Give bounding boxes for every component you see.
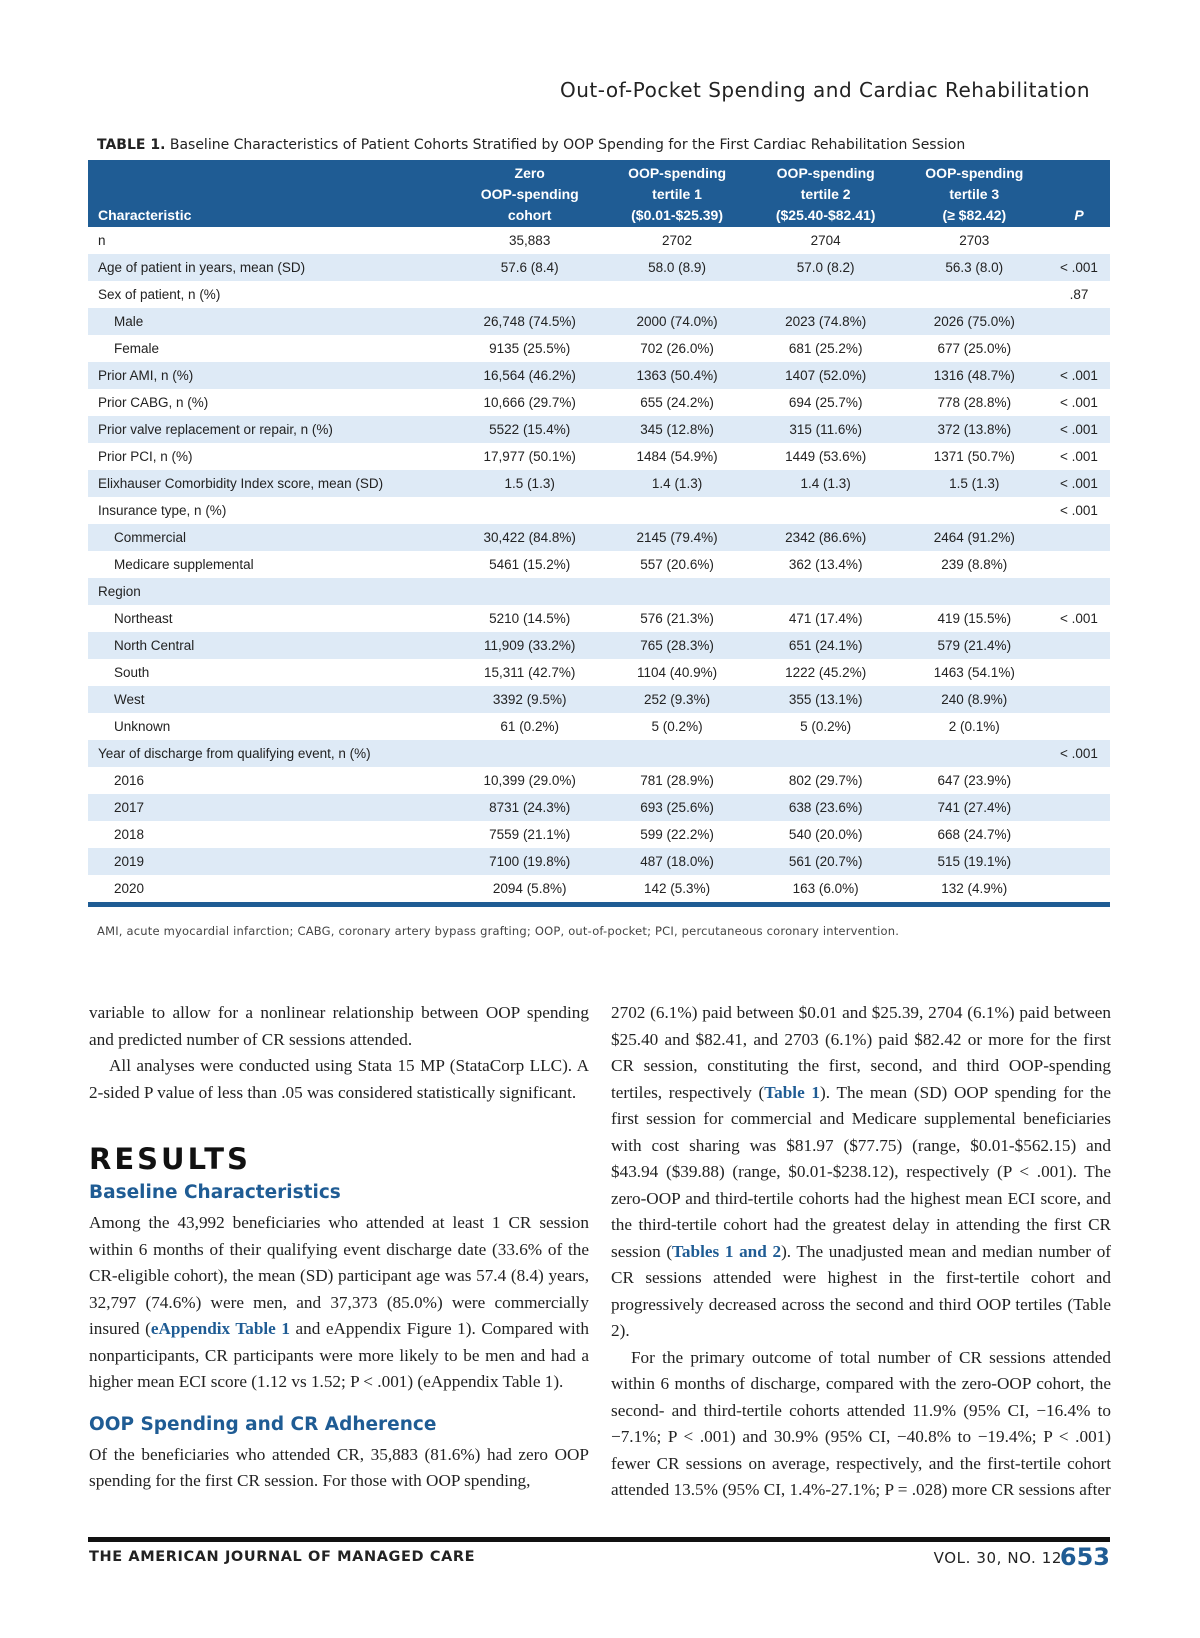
cell-p: < .001	[1060, 395, 1098, 411]
table-header-row	[88, 160, 1110, 227]
left-column	[89, 1000, 589, 1495]
table-row	[88, 605, 1110, 632]
cell-zero: 5461 (15.2%)	[489, 557, 571, 573]
cell-t1: 1363 (50.4%)	[603, 362, 750, 389]
header-zero-cohort: Zero OOP-spending cohort	[456, 160, 603, 227]
cell-zero: 2094 (5.8%)	[456, 875, 603, 905]
row-label: 2017	[88, 794, 456, 821]
cell-t3: 677 (25.0%)	[937, 341, 1012, 357]
table-row	[88, 740, 1110, 767]
cell-t2: 2342 (86.6%)	[751, 524, 901, 551]
cell-zero: 26,748 (74.5%)	[456, 308, 603, 335]
cell-t3	[901, 578, 1048, 605]
table-row	[88, 821, 1110, 848]
cell-t3: 2464 (91.2%)	[901, 524, 1048, 551]
cell-p: .87	[1069, 287, 1089, 303]
table-row	[88, 227, 1110, 254]
table-row	[88, 497, 1110, 524]
cell-zero: 5522 (15.4%)	[456, 416, 603, 443]
cell-t1: 2145 (79.4%)	[603, 524, 750, 551]
cell-t3: 647 (23.9%)	[937, 773, 1012, 789]
table-row	[88, 470, 1110, 497]
row-label: North Central	[88, 632, 456, 659]
row-label: Age of patient in years, mean (SD)	[88, 254, 456, 281]
cell-t1	[603, 281, 750, 308]
cell-t3: 741 (27.4%)	[901, 794, 1048, 821]
table-row	[88, 767, 1110, 794]
cell-t3: 579 (21.4%)	[901, 632, 1048, 659]
cell-t2	[751, 497, 901, 524]
row-label: Sex of patient, n (%)	[98, 287, 221, 303]
cell-p	[1048, 767, 1110, 794]
cell-t1: 693 (25.6%)	[603, 794, 750, 821]
row-label: 2019	[88, 848, 456, 875]
cell-t2: 540 (20.0%)	[788, 827, 863, 843]
paragraph: variable to allow for a nonlinear relationship between OOP spending and predicted number of CR sessions attended.	[89, 1003, 589, 1049]
cell-zero	[456, 497, 603, 524]
cell-zero: 57.6 (8.4)	[456, 254, 603, 281]
header-tertile-3: OOP-spending tertile 3 (≥ $82.42)	[901, 160, 1048, 227]
header-p-value: P	[1048, 160, 1110, 227]
cell-t2: 163 (6.0%)	[751, 875, 901, 905]
cell-p	[1048, 632, 1110, 659]
row-label: Region	[88, 578, 456, 605]
cell-t2	[751, 281, 901, 308]
cell-p	[1048, 227, 1110, 254]
cell-t2: 2023 (74.8%)	[751, 308, 901, 335]
cell-t1: 487 (18.0%)	[603, 848, 750, 875]
row-label: 2020	[88, 875, 456, 905]
row-label: Female	[114, 341, 160, 357]
row-label: West	[88, 686, 456, 713]
cell-p	[1048, 875, 1110, 905]
subhead-baseline-characteristics: Baseline Characteristics	[89, 1182, 341, 1203]
row-label: Elixhauser Comorbidity Index score, mean (SD)	[88, 470, 456, 497]
table-row	[88, 281, 1110, 308]
cell-t3: 2026 (75.0%)	[901, 308, 1048, 335]
paragraph: 2702 (6.1%) paid between $0.01 and $25.39, 2704 (6.1%) paid between $25.40 and $82.41, and 2703 (6.1%) paid $82.42 or more for the first CR session, constituting the first, second, and third OOP-spending tertiles, respectively (Table 1). The mean (SD) OOP spending for the first session for commercial and Medicare supplemental beneficiaries with cost sharing was $81.97 ($77.75) (range, $0.01-$562.15) and $43.94 ($39.88) (range, $0.01-$238.12), respectively (P < .001). The zero-OOP and third-tertile cohorts had the highest mean ECI score, and the third-tertile cohort had the greatest delay in attending the first CR session (Tables 1 and 2). The unadjusted mean and median number of CR sessions attended were highest in the first-tertile cohort and progressively decreased across the second and third OOP tertiles (Table 2).	[611, 1003, 1112, 1340]
row-label: Prior CABG, n (%)	[98, 395, 209, 411]
table-row	[88, 524, 1110, 551]
cell-t2: 5 (0.2%)	[800, 719, 852, 735]
cell-t1: 2000 (74.0%)	[603, 308, 750, 335]
cell-t1: 1.4 (1.3)	[603, 470, 750, 497]
cell-t1	[603, 740, 750, 767]
cell-t2: 2704	[810, 233, 841, 249]
table-body	[88, 227, 1110, 905]
cell-t2: 57.0 (8.2)	[751, 254, 901, 281]
cell-p	[1048, 686, 1110, 713]
cell-t1: 252 (9.3%)	[603, 686, 750, 713]
cell-zero: 9135 (25.5%)	[489, 341, 571, 357]
paragraph: All analyses were conducted using Stata 15 MP (StataCorp LLC). A 2-sided P value of less than .05 was considered statistically significant.	[89, 1056, 589, 1102]
row-label: Insurance type, n (%)	[98, 503, 227, 519]
cell-p: < .001	[1048, 470, 1110, 497]
table-row	[88, 362, 1110, 389]
table-footnote: AMI, acute myocardial infarction; CABG, coronary artery bypass grafting; OOP, out-of-pocket; PCI, percutaneous coronary intervention.	[97, 924, 900, 938]
tables-1-and-2-link[interactable]: Tables 1 and 2	[672, 1241, 782, 1261]
cell-p: < .001	[1060, 449, 1098, 465]
cell-zero: 61 (0.2%)	[500, 719, 559, 735]
cell-p: < .001	[1048, 254, 1110, 281]
table-caption	[97, 137, 965, 153]
footer-rule	[88, 1537, 1110, 1542]
cell-p: < .001	[1048, 416, 1110, 443]
cell-t3: 2703	[959, 233, 990, 249]
cell-t2: 1.4 (1.3)	[751, 470, 901, 497]
table-row	[88, 875, 1110, 905]
cell-p	[1048, 308, 1110, 335]
table-1-link[interactable]: Table 1	[764, 1082, 821, 1102]
cell-t3: 515 (19.1%)	[901, 848, 1048, 875]
row-label: Male	[88, 308, 456, 335]
cell-t1: 702 (26.0%)	[640, 341, 714, 357]
page-number: 653	[1059, 1543, 1110, 1571]
baseline-characteristics-table	[88, 160, 1110, 907]
cell-zero: 7100 (19.8%)	[456, 848, 603, 875]
cell-t3: 1.5 (1.3)	[901, 470, 1048, 497]
cell-t2: 638 (23.6%)	[751, 794, 901, 821]
cell-t2: 315 (11.6%)	[751, 416, 901, 443]
cell-t1: 765 (28.3%)	[603, 632, 750, 659]
table-row	[88, 416, 1110, 443]
cell-t3: 132 (4.9%)	[901, 875, 1048, 905]
cell-t3: 372 (13.8%)	[901, 416, 1048, 443]
row-label: 2018	[114, 827, 145, 843]
cell-t1	[603, 578, 750, 605]
cell-t1: 5 (0.2%)	[651, 719, 703, 735]
cell-t1: 345 (12.8%)	[603, 416, 750, 443]
cell-t1: 655 (24.2%)	[640, 395, 714, 411]
cell-zero	[456, 740, 603, 767]
table-row	[88, 335, 1110, 362]
cell-zero: 17,977 (50.1%)	[483, 449, 576, 465]
cell-t2: 471 (17.4%)	[788, 611, 863, 627]
row-label: Prior AMI, n (%)	[88, 362, 456, 389]
cell-zero: 5210 (14.5%)	[489, 611, 571, 627]
cell-t1	[603, 497, 750, 524]
cell-t2: 1222 (45.2%)	[785, 665, 867, 681]
cell-t2: 651 (24.1%)	[751, 632, 901, 659]
eappendix-table-1-link[interactable]: eAppendix Table 1	[150, 1319, 290, 1338]
cell-zero: 1.5 (1.3)	[456, 470, 603, 497]
cell-p: < .001	[1060, 503, 1098, 519]
cell-zero: 15,311 (42.7%)	[484, 665, 576, 681]
cell-t3: 778 (28.8%)	[937, 395, 1012, 411]
volume-issue: VOL. 30, NO. 12	[933, 1549, 1062, 1567]
table-row	[88, 551, 1110, 578]
cell-t2: 561 (20.7%)	[751, 848, 901, 875]
cell-t3: 668 (24.7%)	[937, 827, 1012, 843]
cell-t1: 2702	[662, 233, 693, 249]
table-row	[88, 794, 1110, 821]
row-label: Prior valve replacement or repair, n (%)	[88, 416, 456, 443]
cell-p	[1048, 524, 1110, 551]
row-label: Unknown	[114, 719, 171, 735]
cell-p: < .001	[1048, 362, 1110, 389]
paragraph: Among the 43,992 beneficiaries who attended at least 1 CR session within 6 months of their qualifying event discharge date (33.6% of the CR-eligible cohort), the mean (SD) participant age was 57.4 (8.4) years, 32,797 (74.6%) were men, and 37,373 (85.0%) were commercially insured (eAppendix Table 1 and eAppendix Figure 1). Compared with nonparticipants, CR participants were more likely to be men and had a higher mean ECI score (1.12 vs 1.52; P < .001) (eAppendix Table 1).	[89, 1213, 590, 1391]
table-row	[88, 659, 1110, 686]
cell-t1: 557 (20.6%)	[640, 557, 714, 573]
cell-t3	[901, 281, 1048, 308]
cell-p: < .001	[1048, 740, 1110, 767]
cell-zero: 7559 (21.1%)	[489, 827, 571, 843]
cell-t3: 1316 (48.7%)	[901, 362, 1048, 389]
row-label: Medicare supplemental	[114, 557, 254, 573]
cell-t3: 419 (15.5%)	[937, 611, 1012, 627]
paragraph: Of the beneficiaries who attended CR, 35,883 (81.6%) had zero OOP spending for the first CR session. For those with OOP spending,	[89, 1444, 589, 1490]
cell-p	[1048, 848, 1110, 875]
journal-name: THE AMERICAN JOURNAL OF MANAGED CARE	[89, 1549, 476, 1565]
cell-zero: 10,399 (29.0%)	[483, 773, 576, 789]
subhead-oop-spending-cr-adherence: OOP Spending and CR Adherence	[89, 1413, 437, 1435]
row-label: Northeast	[114, 611, 173, 627]
cell-p	[1048, 659, 1110, 686]
cell-t3: 56.3 (8.0)	[901, 254, 1048, 281]
cell-p	[1048, 335, 1110, 362]
results-heading: RESULTS	[89, 1142, 251, 1176]
cell-p	[1048, 821, 1110, 848]
table-row	[88, 254, 1110, 281]
right-column	[611, 1000, 1111, 1504]
header-characteristic: Characteristic	[88, 160, 456, 227]
table-row	[88, 389, 1110, 416]
header-tertile-2: OOP-spending tertile 2 ($25.40-$82.41)	[751, 160, 901, 227]
table-row	[88, 578, 1110, 605]
row-label: 2016	[114, 773, 145, 789]
cell-t2: 1407 (52.0%)	[751, 362, 901, 389]
table-caption-text: Baseline Characteristics of Patient Cohorts Stratified by OOP Spending for the First Cardiac Rehabilitation Session	[169, 137, 966, 153]
table-row	[88, 848, 1110, 875]
cell-t3	[901, 497, 1048, 524]
table-row	[88, 713, 1110, 740]
cell-zero: 16,564 (46.2%)	[456, 362, 603, 389]
cell-t2: 681 (25.2%)	[788, 341, 863, 357]
table-label: TABLE 1.	[97, 137, 166, 153]
cell-t2	[751, 578, 901, 605]
table-row	[88, 308, 1110, 335]
cell-t2: 802 (29.7%)	[788, 773, 863, 789]
cell-t3: 240 (8.9%)	[901, 686, 1048, 713]
cell-t2: 694 (25.7%)	[788, 395, 863, 411]
cell-t1: 58.0 (8.9)	[603, 254, 750, 281]
cell-t3: 1371 (50.7%)	[933, 449, 1015, 465]
cell-t1: 781 (28.9%)	[640, 773, 714, 789]
table-row	[88, 443, 1110, 470]
cell-p: < .001	[1060, 611, 1098, 627]
cell-zero	[456, 281, 603, 308]
cell-p	[1048, 713, 1110, 740]
cell-t2: 362 (13.4%)	[788, 557, 863, 573]
row-label: n	[98, 233, 106, 249]
cell-zero: 8731 (24.3%)	[456, 794, 603, 821]
cell-t1: 1104 (40.9%)	[637, 665, 718, 681]
row-label: South	[114, 665, 150, 681]
cell-p	[1048, 578, 1110, 605]
row-label: Prior PCI, n (%)	[98, 449, 193, 465]
cell-zero	[456, 578, 603, 605]
cell-p	[1048, 794, 1110, 821]
cell-zero: 35,883	[509, 233, 551, 249]
cell-t3	[901, 740, 1048, 767]
cell-t1: 142 (5.3%)	[603, 875, 750, 905]
cell-t3: 239 (8.8%)	[941, 557, 1008, 573]
running-head: Out-of-Pocket Spending and Cardiac Rehabilitation	[560, 78, 1090, 102]
row-label: Commercial	[88, 524, 456, 551]
cell-t2: 1449 (53.6%)	[785, 449, 867, 465]
cell-t3: 2 (0.1%)	[948, 719, 1000, 735]
cell-zero: 10,666 (29.7%)	[483, 395, 576, 411]
cell-t1: 576 (21.3%)	[640, 611, 714, 627]
cell-t1: 599 (22.2%)	[640, 827, 714, 843]
paragraph: For the primary outcome of total number of CR sessions attended within 6 months of discharge, compared with the zero-OOP cohort, the second- and third-tertile cohorts attended 11.9% (95% CI, −16.4% to −7.1%; P < .001) and 30.9% (95% CI, −40.8% to −19.4%; P < .001) fewer CR sessions on average, respectively, and the first-tertile cohort attended 13.5% (95% CI, 1.4%-27.1%; P = .028) more CR sessions after	[611, 1347, 1111, 1499]
cell-zero: 30,422 (84.8%)	[456, 524, 603, 551]
cell-zero: 3392 (9.5%)	[456, 686, 603, 713]
cell-t3: 1463 (54.1%)	[933, 665, 1015, 681]
cell-t2	[751, 740, 901, 767]
cell-p	[1048, 551, 1110, 578]
cell-zero: 11,909 (33.2%)	[456, 632, 603, 659]
cell-t2: 355 (13.1%)	[751, 686, 901, 713]
cell-t1: 1484 (54.9%)	[636, 449, 718, 465]
table-row	[88, 632, 1110, 659]
table-row	[88, 686, 1110, 713]
header-tertile-1: OOP-spending tertile 1 ($0.01-$25.39)	[603, 160, 750, 227]
row-label: Year of discharge from qualifying event, n (%)	[88, 740, 456, 767]
